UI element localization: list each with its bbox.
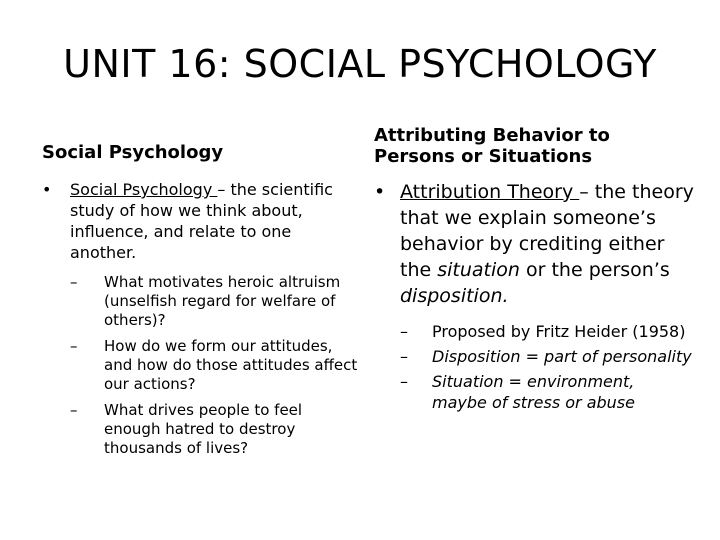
bullet-mark: • [374, 181, 386, 203]
dash-mark: – [70, 273, 78, 291]
list-item [374, 321, 694, 342]
right-column [374, 125, 694, 417]
list-item-text: How do we form our attitudes, and how do those attitudes affect our actions? [104, 337, 358, 393]
dash-mark: – [70, 337, 78, 355]
term-attribution-theory: Attribution Theory [400, 181, 580, 203]
list-item-text: Disposition = part of personality [432, 347, 692, 366]
dash-mark: – [400, 322, 408, 341]
list-item [42, 401, 360, 458]
definition-text-b: or the person’s [519, 259, 670, 281]
attribution-theory-definition [374, 179, 694, 309]
situation-term: situation [437, 259, 520, 281]
list-item [42, 273, 360, 330]
list-item-text: What drives people to feel enough hatred to destroy thousands of lives? [104, 401, 303, 457]
dash-mark: – [400, 347, 408, 366]
slide-title: UNIT 16: SOCIAL PSYCHOLOGY [63, 42, 657, 86]
disposition-term: disposition. [400, 285, 509, 307]
dash-mark: – [70, 401, 78, 419]
list-item-text: Proposed by Fritz Heider (1958) [432, 322, 686, 341]
left-heading: Social Psychology [42, 142, 224, 163]
definition-text: – the scientific study of how we think about, influence, and relate to one another. [70, 180, 333, 262]
right-sub-list [374, 321, 694, 413]
list-item [374, 371, 694, 413]
list-item [374, 346, 694, 367]
list-item [42, 337, 360, 394]
dash-mark: – [400, 372, 408, 391]
term-social-psychology: Social Psychology [70, 180, 218, 199]
definition-text-a: – the theory that we explain someone’s behavior by crediting either the [400, 181, 694, 281]
list-item-text: Situation = environment, maybe of stress or abuse [432, 372, 635, 412]
bullet-mark: • [42, 180, 52, 199]
social-psychology-definition [42, 179, 360, 263]
list-item-text: What motivates heroic altruism (unselfish regard for welfare of others)? [104, 273, 341, 329]
left-column [42, 140, 360, 465]
right-heading: Attributing Behavior to Persons or Situations [374, 125, 610, 167]
left-sub-list [42, 273, 360, 458]
